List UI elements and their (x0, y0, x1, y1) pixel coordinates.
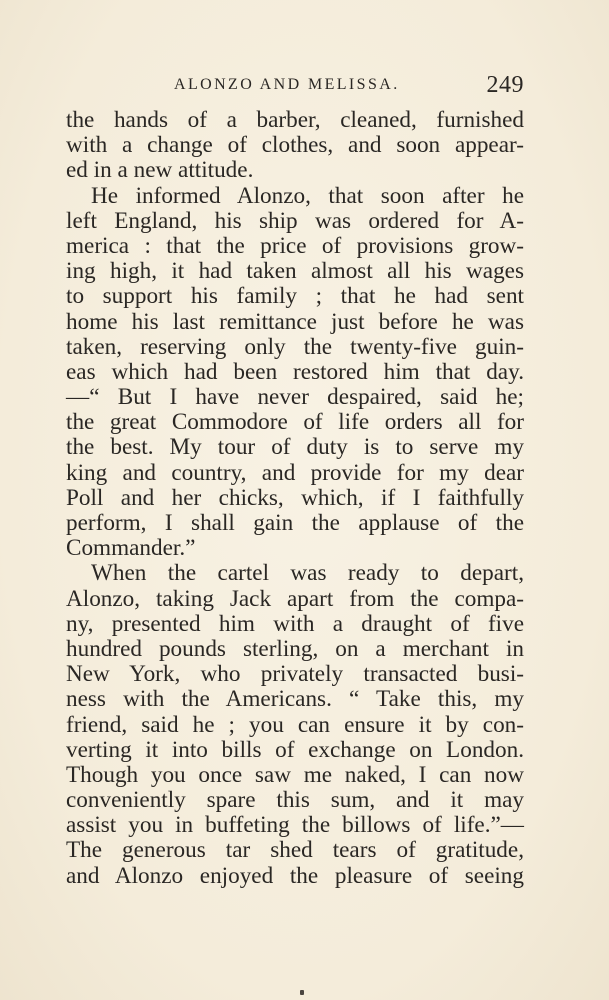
text-line: ing high, it had taken almost all his wages (66, 258, 524, 285)
text-line: with a change of clothes, and soon appear- (66, 132, 524, 159)
printer-mark (300, 990, 304, 995)
text-line: Alonzo, taking Jack apart from the compa- (66, 585, 524, 612)
text-line: ness with the Americans. “ Take this, my (66, 686, 524, 713)
text-line: Though you once saw me naked, I can now (66, 761, 524, 788)
text-line: ny, presented him with a draught of five (66, 610, 524, 637)
text-line: friend, said he ; you can ensure it by con- (66, 711, 524, 738)
text-line: —“ But I have never despaired, said he; (66, 384, 524, 411)
page-number: 249 (486, 72, 524, 98)
running-title: ALONZO AND MELISSA. (174, 76, 400, 93)
text-line: When the cartel was ready to depart, (91, 560, 524, 587)
text-line: the hands of a barber, cleaned, furnished (66, 107, 524, 133)
text-line: taken, reserving only the twenty-five guin- (66, 333, 524, 360)
text-line: home his last remittance just before he was (66, 308, 524, 335)
text-line: Commander.” (66, 535, 196, 562)
text-line: hundred pounds sterling, on a merchant in (66, 635, 524, 662)
text-line: king and country, and provide for my dear (66, 459, 524, 486)
text-line: merica : that the price of provisions grow- (66, 232, 524, 259)
text-line: Poll and her chicks, which, if I faithfully (66, 484, 524, 511)
text-line: eas which had been restored him that day. (66, 358, 524, 385)
text-line: He informed Alonzo, that soon after he (91, 182, 524, 209)
text-line: the great Commodore of life orders all for (66, 409, 524, 436)
text-line: ed in a new attitude. (66, 157, 254, 184)
text-line: New York, who privately transacted busi- (66, 661, 524, 688)
text-line: verting it into bills of exchange on London. (66, 736, 524, 763)
body-text (66, 108, 524, 889)
text-line: and Alonzo enjoyed the pleasure of seeing (66, 862, 524, 889)
text-line: assist you in buffeting the billows of life.”— (66, 812, 524, 839)
text-line: conveniently spare this sum, and it may (66, 787, 524, 814)
text-line: to support his family ; that he had sent (66, 283, 524, 310)
text-line: the best. My tour of duty is to serve my (66, 434, 524, 461)
running-head (66, 72, 526, 96)
text-line: perform, I shall gain the applause of the (66, 510, 524, 536)
text-line: The generous tar shed tears of gratitude, (66, 837, 524, 864)
text-line: left England, his ship was ordered for A- (66, 207, 524, 234)
